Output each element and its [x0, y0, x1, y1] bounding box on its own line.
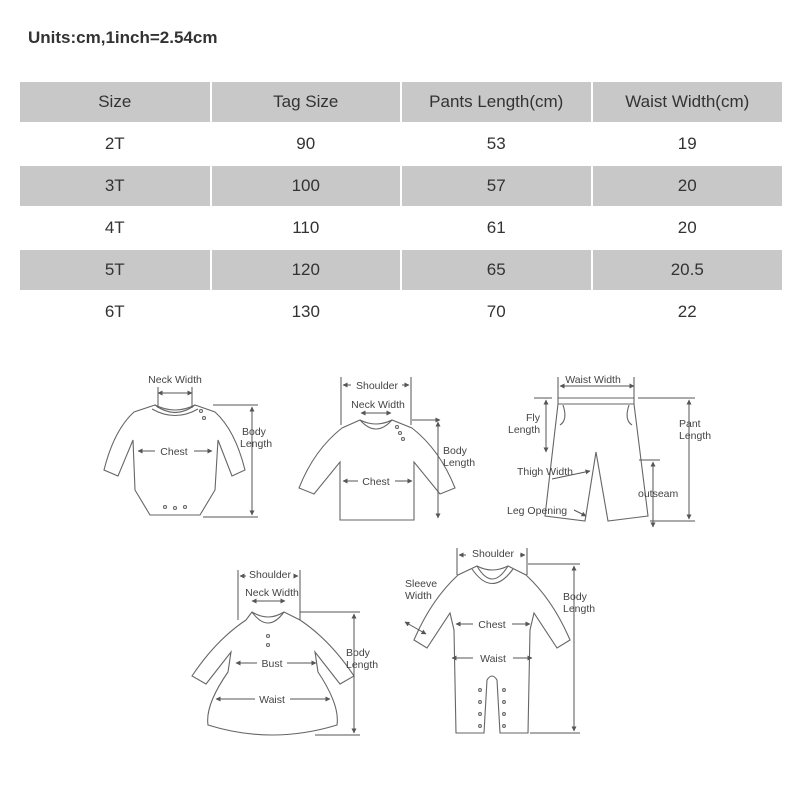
romper-chest-label: Chest — [478, 619, 506, 631]
bodysuit-body-length-label-2: Length — [240, 438, 273, 450]
cell-size: 3T — [20, 165, 211, 207]
cell-pants-length: 70 — [401, 291, 592, 333]
sweater-chest-label: Chest — [362, 476, 390, 488]
cell-size: 5T — [20, 249, 211, 291]
table-row — [20, 207, 782, 249]
romper-shoulder-label: Shoulder — [471, 548, 515, 560]
cell-tag-size: 110 — [211, 207, 402, 249]
cell-pants-length: 57 — [401, 165, 592, 207]
dress-waist-label: Waist — [259, 694, 285, 706]
cell-tag-size: 90 — [211, 123, 402, 165]
romper-sleeve-width-label-2: Width — [405, 590, 432, 602]
sweater-diagram — [299, 377, 475, 520]
cell-waist-width: 19 — [592, 123, 783, 165]
header-waist-width: Waist Width(cm) — [592, 82, 783, 123]
header-size: Size — [20, 82, 211, 123]
cell-waist-width: 20.5 — [592, 249, 783, 291]
pants-diagram — [507, 374, 711, 527]
sweater-neck-width-label: Neck Width — [351, 399, 405, 411]
dress-diagram — [192, 569, 378, 735]
romper-diagram — [405, 548, 595, 733]
romper-body-length-label: Body — [563, 591, 587, 603]
bodysuit-diagram — [104, 374, 272, 517]
cell-size: 4T — [104, 218, 125, 237]
header-tag-size: Tag Size — [211, 82, 402, 123]
cell-tag-size: 120 — [211, 249, 402, 291]
bodysuit-body-length-label: Body — [242, 426, 266, 438]
cell-tag-size: 130 — [211, 291, 402, 333]
table-row — [20, 123, 782, 165]
cell-pants-length: 61 — [401, 207, 592, 249]
sweater-body-length-label: Body — [443, 445, 467, 457]
pants-outseam-label: outseam — [638, 488, 679, 500]
romper-sleeve-width-label: Sleeve — [405, 578, 438, 590]
dress-body-length-label-2: Length — [346, 659, 379, 671]
dress-body-length-label: Body — [346, 647, 370, 659]
pants-fly-length-label: Fly — [526, 412, 540, 424]
dress-neck-width-label: Neck Width — [245, 587, 299, 599]
pants-leg-opening-label: Leg Opening — [507, 505, 568, 517]
units-note: Units:cm,1inch=2.54cm — [28, 28, 218, 47]
size-chart-table — [20, 82, 782, 334]
sweater-body-length-label-2: Length — [443, 457, 476, 469]
cell-tag-size: 100 — [211, 165, 402, 207]
cell-pants-length: 53 — [401, 123, 592, 165]
pants-pant-length-label: Pant — [679, 418, 701, 430]
cell-waist-width: 22 — [592, 291, 783, 333]
bodysuit-chest-label: Chest — [160, 446, 188, 458]
cell-waist-width: 20 — [592, 165, 783, 207]
cell-size: 6T — [104, 302, 125, 321]
sweater-shoulder-label: Shoulder — [355, 380, 399, 392]
table-header-row — [20, 82, 782, 123]
pants-waist-width-label: Waist Width — [565, 374, 621, 386]
pants-pant-length-label-2: Length — [679, 430, 712, 442]
pants-fly-length-label-2: Length — [508, 424, 541, 436]
dress-shoulder-label: Shoulder — [248, 569, 292, 581]
table-row — [20, 291, 782, 333]
table-row — [20, 165, 782, 207]
romper-body-length-label-2: Length — [563, 603, 596, 615]
table-row — [20, 249, 782, 291]
cell-size: 2T — [104, 134, 125, 153]
header-pants-length: Pants Length(cm) — [401, 82, 592, 123]
romper-waist-label: Waist — [480, 653, 506, 665]
dress-bust-label: Bust — [261, 658, 283, 670]
cell-waist-width: 20 — [592, 207, 783, 249]
bodysuit-neck-width-label: Neck Width — [148, 374, 202, 386]
cell-pants-length: 65 — [401, 249, 592, 291]
pants-thigh-width-label: Thigh Width — [517, 466, 574, 478]
